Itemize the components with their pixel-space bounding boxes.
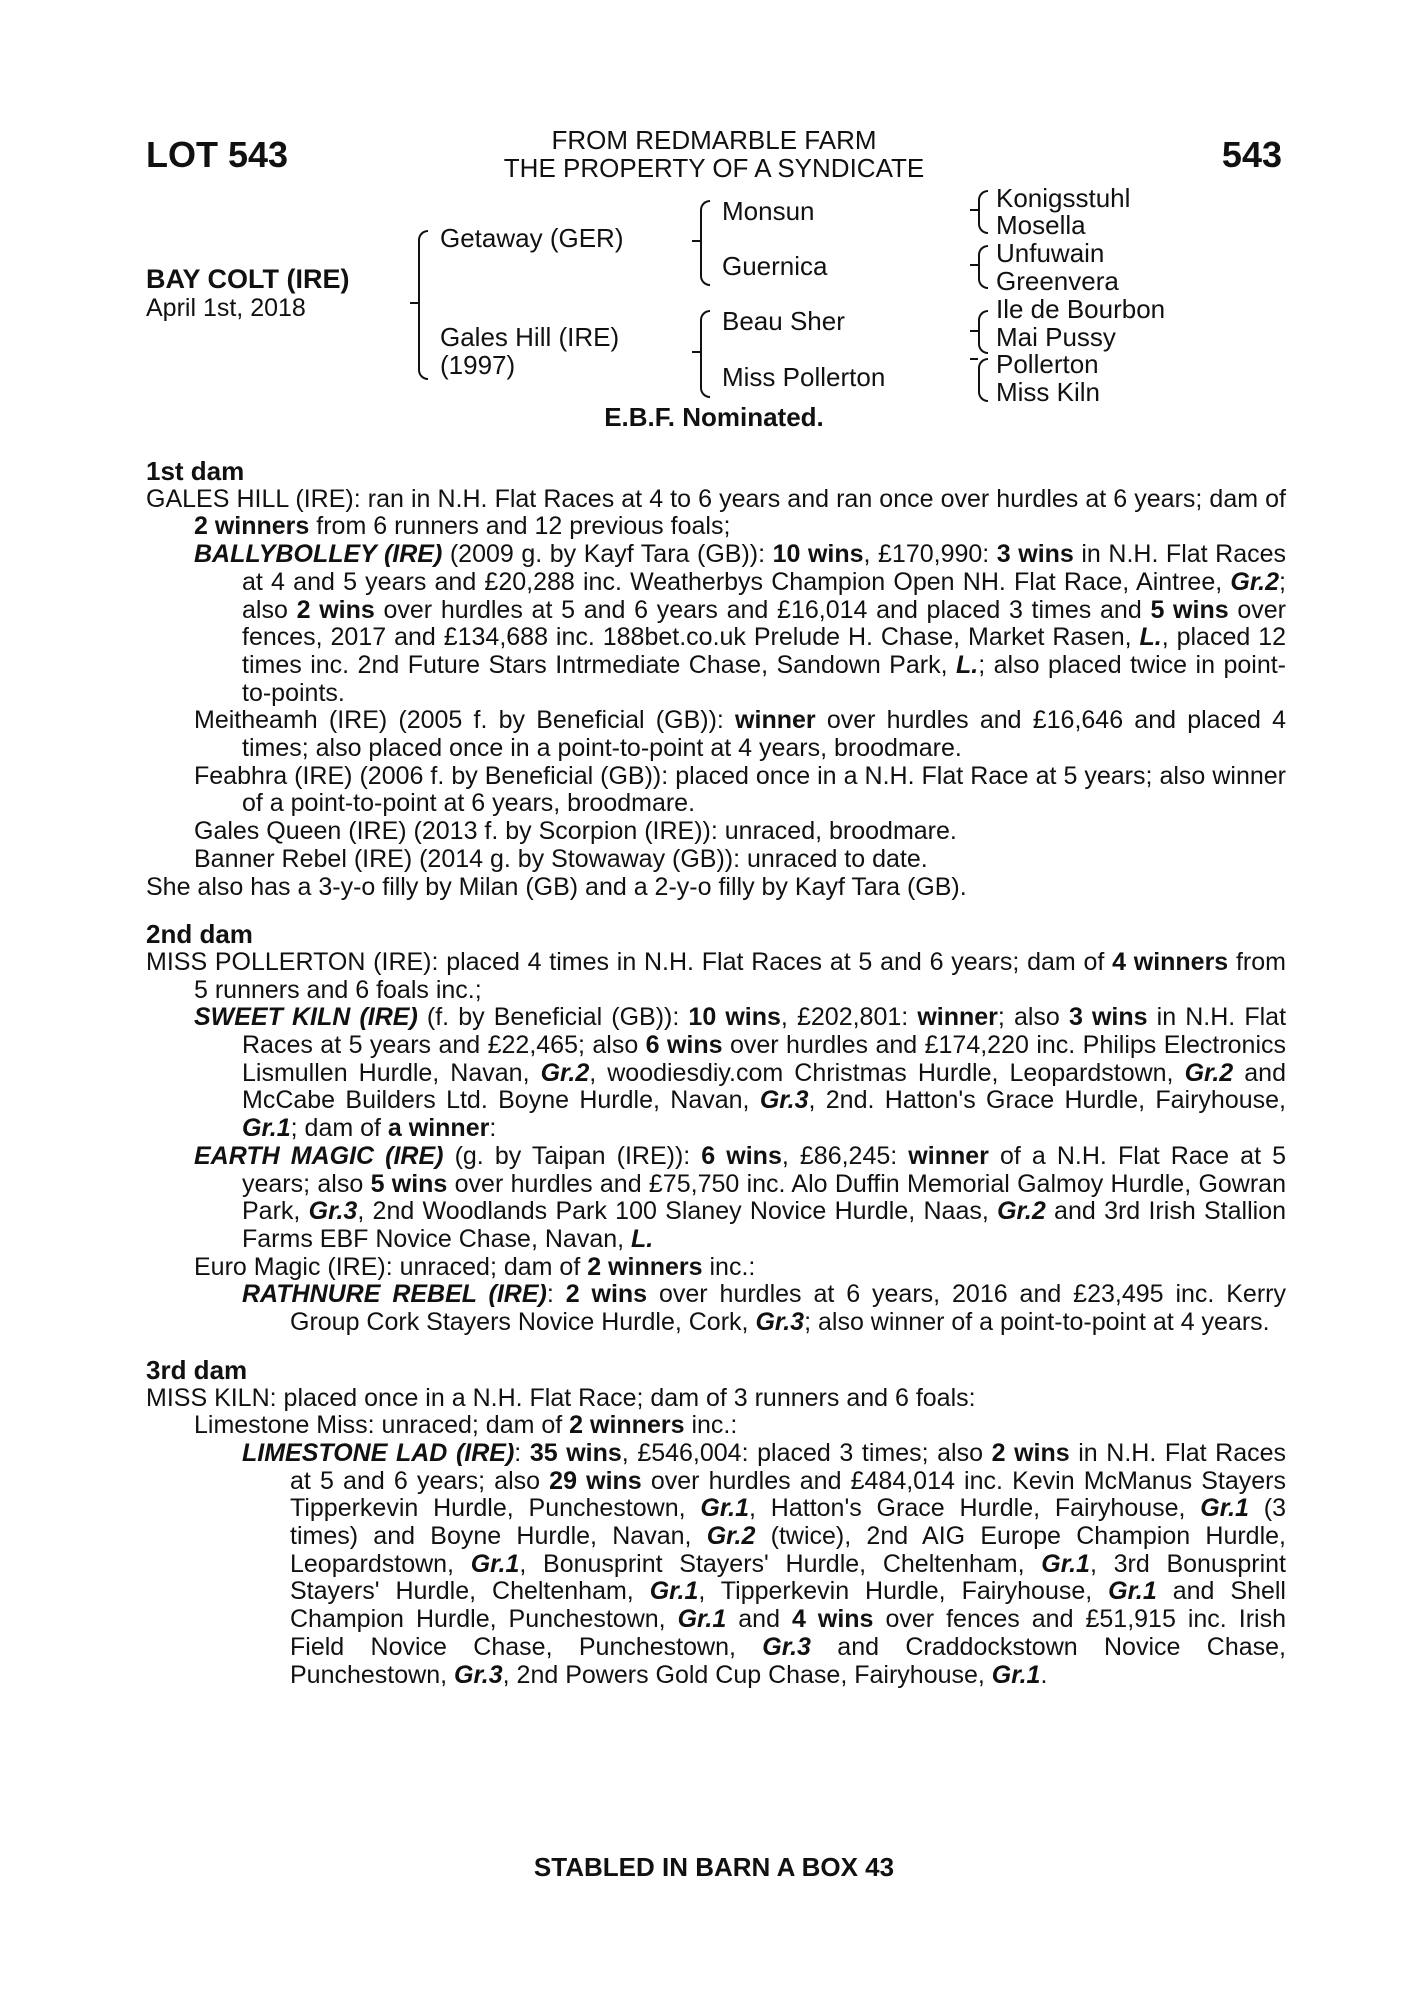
brace-g3-3 [978, 310, 988, 354]
text-run: , woodiesdiy.com Christmas Hurdle, Leopardstown, [589, 1058, 1185, 1087]
lot-label: LOT 543 [146, 134, 289, 175]
emphasis: 2 winners [194, 512, 310, 541]
text-run: , placed 12 times inc. 2nd Future Stars Intrmediate Chase, Sandown Park, [242, 623, 1286, 679]
emphasis: 29 wins [549, 1466, 642, 1495]
dam-intro [146, 1385, 1286, 1413]
text-run: and Shell Champion Hurdle, Punchestown, [290, 1577, 1286, 1634]
text-run: and 3rd Irish Stallion Farms EBF Novice Chase, Navan, [242, 1197, 1287, 1253]
text-run: over hurdles at 5 and 6 years and £16,014 and placed 3 times and [374, 595, 1151, 624]
pedigree-dam-year: (1997) [440, 350, 516, 380]
horse-name: BALLYBOLLEY (IRE) [194, 540, 443, 569]
produce-entry [146, 1440, 1286, 1689]
brace-g3-3-mid [970, 330, 978, 332]
grade-label: Gr.1 [1041, 1549, 1090, 1578]
text-run: of a N.H. Flat Race at 5 years; also [242, 1141, 1287, 1198]
emphasis: winner [735, 706, 816, 735]
text-run: , £86,245: [781, 1141, 909, 1170]
horse-name: RATHNURE REBEL (IRE) [242, 1280, 547, 1309]
dam-intro [146, 949, 1286, 1004]
pedigree-g4-5: Ile de Bourbon [996, 294, 1166, 324]
consignor-line-2: THE PROPERTY OF A SYNDICATE [503, 153, 925, 183]
grade-label: Gr.1 [649, 1577, 699, 1606]
horse-title: BAY COLT (IRE) [146, 264, 350, 294]
pedigree-sire-sire: Monsun [722, 196, 815, 226]
grade-label: L. [956, 650, 979, 679]
text-run: ; also [242, 567, 1286, 624]
text-run: MISS KILN: placed once in a N.H. Flat Race; dam of 3 runners and 6 foals: [146, 1383, 976, 1412]
section-heading: 2nd dam [146, 919, 253, 950]
produce-entry [146, 707, 1286, 762]
pedigree-dam-dam: Miss Pollerton [722, 362, 886, 392]
pedigree-g4-8: Miss Kiln [996, 377, 1101, 407]
emphasis: 2 wins [296, 595, 375, 624]
text-run: Limestone Miss: unraced; dam of [194, 1411, 570, 1440]
emphasis: 2 wins [991, 1438, 1070, 1467]
grade-label: Gr.2 [706, 1522, 756, 1551]
brace-g3-2-mid [970, 264, 978, 266]
text-run: ; also [997, 1003, 1069, 1032]
text-run: over hurdles at 6 years, 2016 and £23,495 inc. Kerry Group Cork Stayers Novice Hurdle, Cork, [290, 1280, 1286, 1337]
emphasis: 10 wins [688, 1003, 781, 1032]
emphasis: 4 wins [791, 1605, 874, 1634]
horse-name: SWEET KILN (IRE) [194, 1003, 418, 1032]
text-run: ; also winner of a point-to-point at 4 years. [804, 1308, 1270, 1337]
grade-label: Gr.2 [540, 1058, 590, 1087]
brace-g3-1-mid [970, 209, 978, 211]
pedigree-dam-sire: Beau Sher [722, 306, 845, 336]
pedigree-g4-7: Pollerton [996, 349, 1099, 379]
horse-dob: April 1st, 2018 [146, 294, 306, 322]
text-run: over hurdles and £174,220 inc. Philips Electronics Lismullen Hurdle, Navan, [242, 1031, 1286, 1087]
consignor-header [0, 126, 1428, 182]
produce-entry [146, 763, 1286, 818]
grade-label: Gr.1 [991, 1660, 1041, 1689]
text-run: over fences and £51,915 inc. Irish Field Novice Chase, Punchestown, [290, 1605, 1286, 1661]
brace-g3-2 [978, 245, 988, 289]
text-run: (3 times) and Boyne Hurdle, Navan, [290, 1494, 1286, 1551]
text-run: (g. by Taipan (IRE)): [443, 1141, 702, 1170]
emphasis: 6 wins [645, 1031, 723, 1060]
grade-label: Gr.2 [1184, 1058, 1234, 1087]
text-run: in N.H. Flat Races at 5 years and £22,465; also [242, 1003, 1287, 1060]
section-3rd-dam [146, 1354, 1287, 1689]
produce-entry [146, 846, 1286, 874]
text-run: over hurdles and £75,750 inc. Alo Duffin Memorial Galmoy Hurdle, Gowran Park, [242, 1169, 1286, 1226]
produce-entry [146, 1004, 1286, 1143]
emphasis: a winner [387, 1114, 490, 1143]
section-1st-dam [146, 458, 1286, 901]
produce-record [146, 458, 1286, 1689]
text-run: in N.H. Flat Races at 5 and 6 years; also [290, 1438, 1287, 1495]
text-run: over hurdles and £16,646 and placed 4 times; also placed once in a point-to-point at 4 years, broodmare. [242, 706, 1286, 763]
produce-entry [146, 1254, 1286, 1282]
brace-dam [700, 310, 710, 398]
horse-name: LIMESTONE LAD (IRE) [242, 1438, 515, 1467]
text-run: and Craddockstown Novice Chase, Punchestown, [290, 1632, 1286, 1689]
brace-g3-1 [978, 190, 988, 234]
produce-list [146, 1004, 1286, 1336]
emphasis: 5 wins [1150, 595, 1229, 624]
produce-list [146, 541, 1286, 901]
text-run: (twice), 2nd AIG Europe Champion Hurdle, Leopardstown, [290, 1522, 1286, 1578]
emphasis: 3 wins [1068, 1003, 1148, 1032]
grade-label: Gr.3 [755, 1308, 805, 1337]
produce-entry [146, 1281, 1286, 1336]
horse-name: EARTH MAGIC (IRE) [194, 1141, 444, 1170]
emphasis: 2 wins [565, 1280, 648, 1309]
text-run: : [546, 1280, 566, 1309]
brace-gen1-mid [410, 302, 418, 304]
grade-label: Gr.3 [308, 1197, 358, 1226]
text-run: She also has a 3-y-o filly by Milan (GB) and a 2-y-o filly by Kayf Tara (GB). [146, 872, 967, 901]
ebf-nomination: E.B.F. Nominated. [604, 402, 824, 432]
text-run: , Hatton's Grace Hurdle, Fairyhouse, [749, 1494, 1201, 1523]
produce-entry [146, 818, 1286, 846]
pedigree-sire-dam: Guernica [722, 251, 828, 281]
grade-label: Gr.3 [762, 1632, 811, 1661]
pedigree-sire: Getaway (GER) [440, 223, 624, 253]
text-run: MISS POLLERTON (IRE): placed 4 times in N.H. Flat Races at 5 and 6 years; dam of [146, 947, 1113, 976]
text-run: GALES HILL (IRE): ran in N.H. Flat Races at 4 to 6 years and ran once over hurdles at 6 years; dam of [146, 484, 1286, 513]
grade-label: Gr.3 [454, 1660, 503, 1689]
grade-label: Gr.1 [700, 1494, 750, 1523]
produce-entry [146, 874, 1286, 902]
produce-entry [146, 1412, 1286, 1440]
grade-label: Gr.3 [759, 1086, 809, 1115]
text-run: ; also placed twice in point-to-points. [242, 650, 1286, 707]
grade-label: L. [1139, 623, 1162, 652]
emphasis: 2 winners [587, 1252, 703, 1281]
produce-entry [146, 1143, 1286, 1254]
text-run: (2009 g. by Kayf Tara (GB)): [442, 540, 773, 569]
grade-label: Gr.2 [997, 1197, 1046, 1226]
emphasis: 2 winners [569, 1411, 685, 1440]
pedigree-dam: Gales Hill (IRE) [440, 322, 620, 352]
emphasis: 4 winners [1112, 947, 1229, 976]
pedigree-g4-4: Greenvera [996, 266, 1119, 296]
produce-entry [146, 541, 1286, 707]
text-run: , 2nd Woodlands Park 100 Slaney Novice Hurdle, Naas, [357, 1197, 998, 1226]
text-run: over fences, 2017 and £134,688 inc. 188bet.co.uk Prelude H. Chase, Market Rasen, [242, 595, 1286, 652]
text-run: , £546,004: placed 3 times; also [621, 1438, 992, 1467]
text-run: . [1040, 1660, 1048, 1689]
emphasis: 6 wins [701, 1141, 782, 1170]
grade-label: Gr.1 [1108, 1577, 1157, 1606]
emphasis: 3 wins [996, 540, 1074, 569]
text-run: , 2nd Powers Gold Cup Chase, Fairyhouse, [502, 1660, 992, 1689]
text-run: inc.: [702, 1252, 756, 1281]
grade-label: Gr.1 [1200, 1494, 1249, 1523]
text-run: inc.: [684, 1411, 738, 1440]
text-run: , £202,801: [780, 1003, 918, 1032]
text-run: Feabhra (IRE) (2006 f. by Beneficial (GB)): placed once in a N.H. Flat Race at 5 years; also winner of a point-to-point at 6 years, broodmare. [194, 761, 1286, 818]
pedigree-g4-6: Mai Pussy [996, 322, 1116, 352]
brace-gen1 [418, 230, 428, 380]
pedigree-g4-1: Konigsstuhl [996, 183, 1131, 213]
grade-label: Gr.1 [677, 1605, 727, 1634]
text-run: over hurdles and £484,014 inc. Kevin McManus Stayers Tipperkevin Hurdle, Punchestown, [290, 1466, 1287, 1523]
text-run: Banner Rebel (IRE) (2014 g. by Stowaway (GB)): unraced to date. [194, 844, 928, 873]
section-heading: 3rd dam [146, 1354, 248, 1385]
text-run: : [514, 1438, 530, 1467]
produce-list [146, 1412, 1286, 1689]
lot-number: 543 [1221, 134, 1282, 175]
text-run: Euro Magic (IRE): unraced; dam of [194, 1252, 588, 1281]
emphasis: winner [908, 1141, 989, 1170]
emphasis: 35 wins [529, 1438, 622, 1467]
brace-g3-4 [978, 358, 988, 402]
pedigree-g4-2: Mosella [996, 210, 1086, 240]
section-2nd-dam [146, 921, 1286, 1337]
text-run: and McCabe Builders Ltd. Boyne Hurdle, Navan, [242, 1058, 1286, 1115]
text-run: from 6 runners and 12 previous foals; [309, 512, 731, 541]
text-run: , 2nd. Hatton's Grace Hurdle, Fairyhouse, [808, 1086, 1286, 1115]
text-run: , £170,990: [863, 540, 997, 569]
text-run: from 5 runners and 6 foals inc.; [194, 947, 1286, 1004]
brace-sire-mid [692, 240, 700, 242]
grade-label: L. [631, 1224, 654, 1253]
emphasis: winner [917, 1003, 998, 1032]
grade-label: Gr.1 [242, 1114, 291, 1143]
dam-intro [146, 486, 1286, 541]
brace-g3-4-mid [970, 358, 978, 360]
grade-label: Gr.1 [470, 1549, 520, 1578]
text-run: Meitheamh (IRE) (2005 f. by Beneficial (GB)): [194, 706, 736, 735]
section-heading: 1st dam [146, 456, 245, 486]
stabling-info: STABLED IN BARN A BOX 43 [533, 1852, 895, 1882]
brace-dam-mid [692, 351, 700, 353]
text-run: Gales Queen (IRE) (2013 f. by Scorpion (IRE)): unraced, broodmare. [194, 817, 957, 846]
text-run: , Tipperkevin Hurdle, Fairyhouse, [698, 1577, 1109, 1606]
text-run: (f. by Beneficial (GB)): [417, 1003, 689, 1032]
text-run: , Bonusprint Stayers' Hurdle, Cheltenham, [519, 1549, 1042, 1578]
brace-sire [700, 200, 710, 286]
text-run: , 3rd Bonusprint Stayers' Hurdle, Cheltenham, [290, 1549, 1286, 1606]
text-run: and [726, 1605, 792, 1634]
text-run: ; dam of [290, 1114, 388, 1143]
pedigree-g4-3: Unfuwain [996, 238, 1105, 268]
grade-label: Gr.2 [1230, 567, 1280, 596]
text-run: in N.H. Flat Races at 4 and 5 years and £20,288 inc. Weatherbys Champion Open NH. Flat Race, Aintree, [242, 540, 1287, 596]
emphasis: 5 wins [370, 1169, 448, 1198]
consignor-line-1: FROM REDMARBLE FARM [551, 125, 877, 155]
emphasis: 10 wins [772, 540, 864, 569]
text-run: : [489, 1114, 497, 1143]
